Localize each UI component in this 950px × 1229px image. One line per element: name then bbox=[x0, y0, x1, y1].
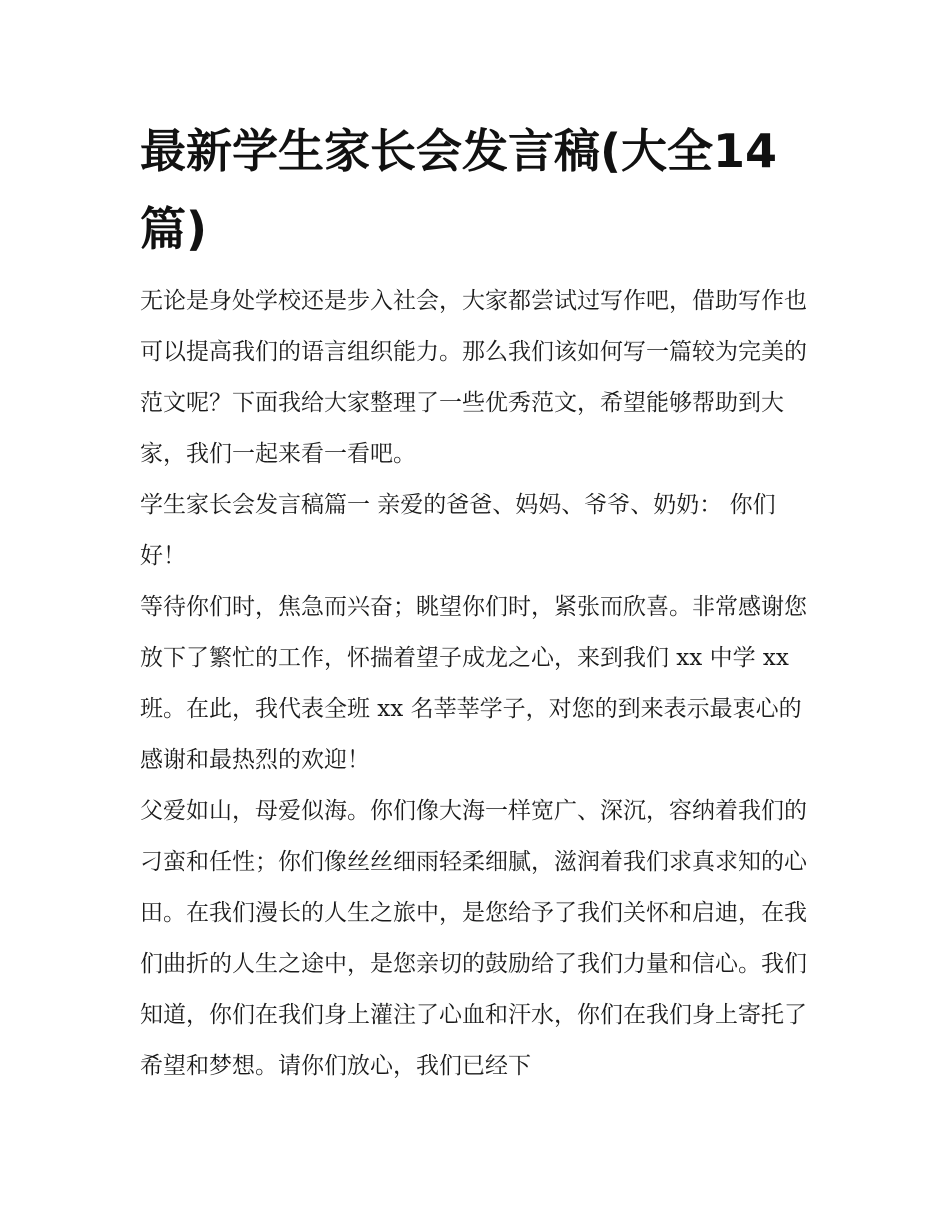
document-title: 最新学生家长会发言稿(大全14篇) bbox=[140, 124, 778, 256]
paragraph-greeting: 学生家长会发言稿篇一 亲爱的爸爸、妈妈、爷爷、奶奶： 你们好！ bbox=[140, 492, 776, 569]
paragraph-gratitude: 父爱如山，母爱似海。你们像大海一样宽广、深沉，容纳着我们的刁蛮和任性；你们像丝丝细雨轻柔细腻，滋润着我们求真求知的心田。在我们漫长的人生之旅中，是您给予了我们关怀和启迪，在我们曲折的人生之途中，是您亲切的鼓励给了我们力量和信心。我们知道，你们在我们身上灌注了心血和汗水，你们在我们身上寄托了希望和梦想。请你们放心，我们已经下 bbox=[140, 798, 807, 1079]
document-body bbox=[140, 276, 812, 1092]
paragraph-intro: 无论是身处学校还是步入社会，大家都尝试过写作吧，借助写作也可以提高我们的语言组织能力。那么我们该如何写一篇较为完美的范文呢？下面我给大家整理了一些优秀范文，希望能够帮助到大家，我们一起来看一看吧。 bbox=[140, 288, 807, 467]
paragraph-welcome: 等待你们时，焦急而兴奋；眺望你们时，紧张而欣喜。非常感谢您放下了繁忙的工作，怀揣着望子成龙之心，来到我们 xx 中学 xx 班。在此，我代表全班 xx 名莘莘学子，对您的到来表示最衷心的感谢和最热烈的欢迎！ bbox=[140, 594, 807, 773]
